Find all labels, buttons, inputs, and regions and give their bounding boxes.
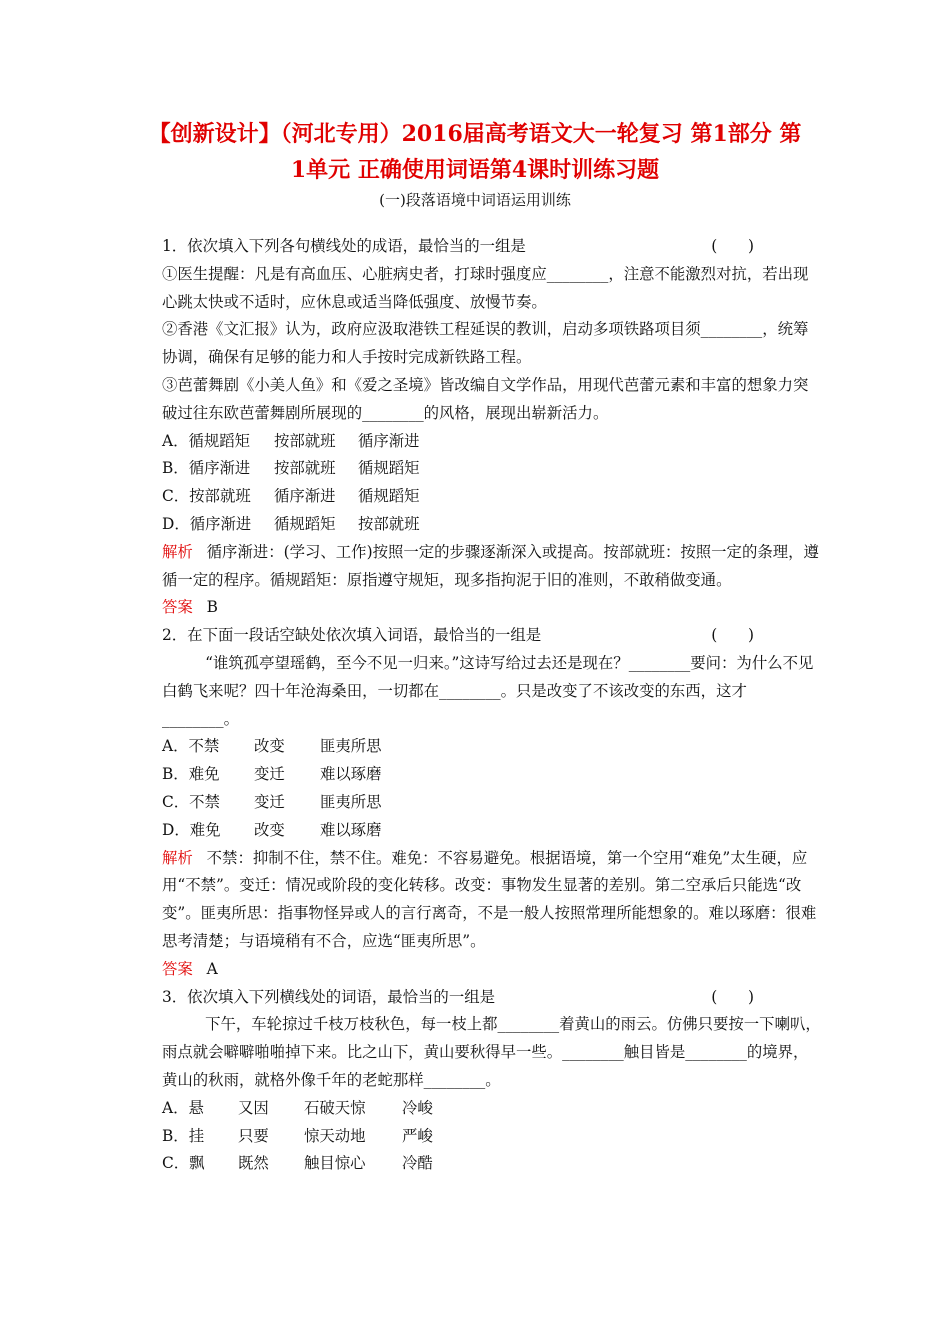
- answer-bracket: ( ): [711, 237, 754, 255]
- option-term: 改变: [254, 820, 285, 839]
- option-term: C．飘: [162, 1154, 205, 1173]
- option-term: 严峻: [402, 1126, 433, 1145]
- option-term: 既然: [238, 1154, 269, 1173]
- answer-label: 答案: [162, 598, 193, 617]
- question-3-stem: 3．依次填入下列横线处的词语，最恰当的一组是: [162, 987, 495, 1006]
- option-term: 循规蹈矩: [358, 459, 420, 478]
- question-1-sentence-1: ①医生提醒：凡是有高血压、心脏病史者，打球时强度应________，注意不能激烈对抗，若出现心跳太快或不适时，应休息或适当降低强度、放慢节奏。: [162, 264, 809, 311]
- explanation-label: 解析: [162, 542, 193, 561]
- question-1-answer: [162, 594, 822, 622]
- option-term: 触目惊心: [304, 1154, 366, 1173]
- question-2-stem: 2．在下面一段话空缺处依次填入词语，最恰当的一组是: [162, 626, 542, 645]
- option-term: 循序渐进: [358, 431, 420, 450]
- option-term: 按部就班: [274, 431, 336, 450]
- option-term: 只要: [238, 1126, 269, 1145]
- question-2-option-b: [162, 761, 822, 789]
- question-1-option-a: [162, 428, 822, 456]
- option-term: 匪夷所思: [320, 792, 382, 811]
- question-2-option-c: [162, 789, 822, 817]
- option-term: 石破天惊: [304, 1098, 366, 1117]
- option-term: B．难免: [162, 765, 220, 784]
- question-2-explanation: [162, 845, 822, 956]
- option-term: 冷峻: [402, 1098, 433, 1117]
- option-term: A．悬: [162, 1098, 204, 1117]
- option-term: 又因: [238, 1098, 269, 1117]
- option-term: 匪夷所思: [320, 737, 382, 756]
- document-title-line-1: 【创新设计】（河北专用）2016届高考语文大一轮复习 第1部分 第: [148, 121, 802, 147]
- question-1-option-c: [162, 483, 822, 511]
- question-1-option-d: [162, 511, 822, 539]
- question-1-option-b: [162, 455, 822, 483]
- option-term: 循规蹈矩: [274, 514, 336, 533]
- explanation-text: 不禁：抑制不住，禁不住。难免：不容易避免。根据语境，第一个空用“难免”太生硬，应用“不禁”。变迁：情况或阶段的变化转移。改变：事物发生显著的差别。第二空承后只能选“改变”。匪夷所思：指事物怪异或人的言行离奇，不是一般人按照常理所能想象的。难以琢磨：很难思考清楚；与语境稍有不合，应选“匪夷所思”。: [162, 848, 817, 950]
- question-3-passage: 下午，车轮掠过千枝万枝秋色，每一枝上都________着黄山的雨云。仿佛只要按一下喇叭，雨点就会噼噼啪啪掉下来。比之山下，黄山要秋得早一些。________触目皆是________的境界，黄山的秋雨，就格外像千年的老蛇那样________。: [162, 1015, 821, 1089]
- option-term: A．不禁: [162, 737, 220, 756]
- explanation-text: 循序渐进：(学习、工作)按照一定的步骤逐渐深入或提高。按部就班：按照一定的条理，遵循一定的程序。循规蹈矩：原指遵守规矩，现多指拘泥于旧的准则，不敢稍做变通。: [162, 542, 819, 589]
- option-term: 改变: [254, 737, 285, 756]
- question-1-explanation: [162, 539, 822, 595]
- section-subtitle: (一)段落语境中词语运用训练: [379, 191, 571, 209]
- option-term: D．循序渐进: [162, 514, 252, 533]
- option-term: D．难免: [162, 820, 221, 839]
- document-body: [162, 233, 822, 1178]
- option-term: C．按部就班: [162, 487, 251, 506]
- option-term: 变迁: [254, 792, 285, 811]
- document-title-line-2: 1单元 正确使用词语第4课时训练习题: [290, 157, 660, 183]
- answer-value: B: [206, 598, 218, 617]
- option-term: 难以琢磨: [320, 820, 382, 839]
- question-3-stem-row: [162, 984, 822, 1012]
- answer-bracket: ( ): [711, 626, 754, 645]
- answer-bracket: ( ): [711, 987, 754, 1006]
- option-term: B．循序渐进: [162, 459, 251, 478]
- answer-label: 答案: [162, 959, 193, 978]
- question-3-option-a: [162, 1095, 822, 1123]
- question-2-answer: [162, 956, 822, 984]
- question-2-passage: “谁筑孤亭望瑶鹤，至今不见一归来。”这诗写给过去还是现在？________要问：为什么不见白鹤飞来呢？四十年沧海桑田，一切都在________。只是改变了不该改变的东西，这才________。: [162, 653, 814, 728]
- question-1-sentence-2: ②香港《文汇报》认为，政府应汲取港铁工程延误的教训，启动多项铁路项目须________，统筹协调，确保有足够的能力和人手按时完成新铁路工程。: [162, 320, 809, 367]
- question-2-option-d: [162, 817, 822, 845]
- option-term: 按部就班: [358, 514, 420, 533]
- option-term: 变迁: [254, 765, 285, 784]
- question-1-stem: 1．依次填入下列各句横线处的成语，最恰当的一组是: [162, 237, 526, 255]
- question-1-stem-row: [162, 233, 822, 261]
- option-term: 冷酷: [402, 1154, 433, 1173]
- option-term: B．挂: [162, 1126, 205, 1145]
- question-3-option-b: [162, 1123, 822, 1151]
- answer-value: A: [206, 959, 218, 978]
- question-1-sentence-3: ③芭蕾舞剧《小美人鱼》和《爱之圣境》皆改编自文学作品，用现代芭蕾元素和丰富的想象力突破过往东欧芭蕾舞剧所展现的________的风格，展现出崭新活力。: [162, 375, 809, 422]
- question-3-option-c: [162, 1150, 822, 1178]
- question-2-option-a: [162, 733, 822, 761]
- option-term: A．循规蹈矩: [162, 431, 251, 450]
- question-2-stem-row: [162, 622, 822, 650]
- explanation-label: 解析: [162, 848, 193, 867]
- option-term: 按部就班: [274, 459, 336, 478]
- option-term: 循规蹈矩: [358, 487, 420, 506]
- option-term: 惊天动地: [304, 1126, 366, 1145]
- option-term: 循序渐进: [274, 487, 336, 506]
- option-term: C．不禁: [162, 792, 220, 811]
- option-term: 难以琢磨: [320, 765, 382, 784]
